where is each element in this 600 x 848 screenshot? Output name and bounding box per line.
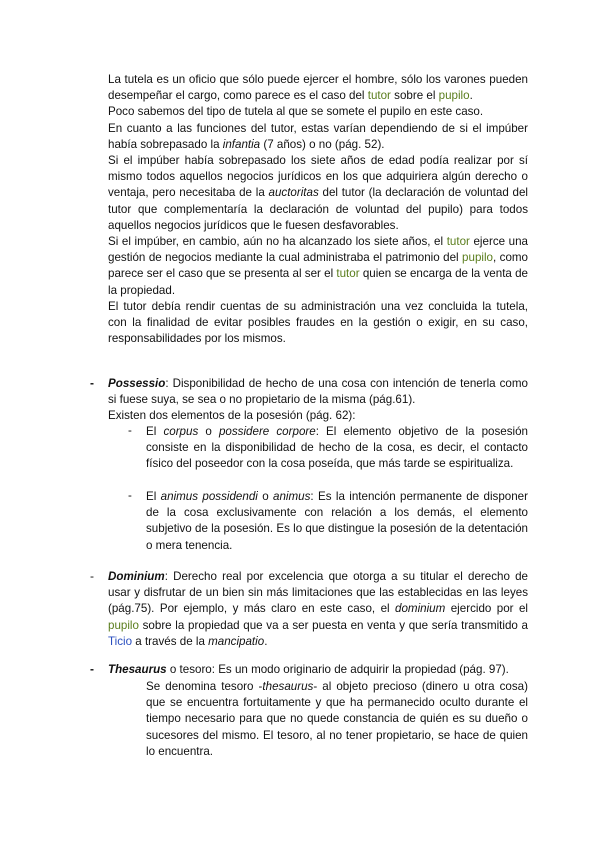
dominium-section bbox=[108, 569, 528, 650]
intro-paragraph-3: En cuanto a las funciones del tutor, estas varían dependiendo de si el impúber había sobrepasado la infantia (7 años) o no (pág. 52). bbox=[108, 121, 528, 151]
intro-paragraph-5: Si el impúber, en cambio, aún no ha alcanzado los siete años, el tutor ejerce una gestión de negocios mediante la cual administraba el patrimonio del pupilo, como parece ser el caso que se presenta al ser el tutor quien se encarga de la venta de la propiedad. bbox=[108, 235, 529, 297]
thesaurus-term: Thesaurus bbox=[108, 663, 167, 676]
intro-paragraph-6: El tutor debía rendir cuentas de su administración una vez concluida la tutela, con la finalidad de evitar posibles fraudes en la gestión o exigir, en su caso, responsabilidades por los mismos. bbox=[108, 299, 528, 346]
dominium-term: Dominium bbox=[108, 570, 165, 583]
ticio-term: Ticio bbox=[108, 634, 133, 648]
dominium-definition: Dominium: Derecho real por excelencia que otorga a su titular el derecho de usar y disfrutar de un bien sin más limitaciones que las establecidas en las leyes (pág.75). Por ejemplo, y más claro en este caso, el dominium ejercido por el pupilo sobre la propiedad que va a ser puesta en venta y que sería transmitido a Ticio a través de la mancipatio. bbox=[108, 570, 528, 648]
animus-bullet: - bbox=[128, 489, 132, 502]
tutor-term: tutor bbox=[367, 89, 391, 103]
possessio-bullet: - bbox=[90, 376, 94, 390]
intro-paragraph-4: Si el impúber había sobrepasado los siete años de edad podía realizar por sí mismo todos aquellos negocios jurídicos en los que adquiriera algún derecho o ventaja, pero necesitaba de la auctoritas del tutor (la declaración de voluntad del tutor que complementaría la declaración de voluntad del pupilo) para todos aquellos negocios jurídicos que le fuesen desfavorables. bbox=[108, 154, 528, 232]
intro-paragraph-2: Poco sabemos del tipo de tutela al que se somete el pupilo en este caso. bbox=[108, 105, 484, 119]
possessio-definition: Possessio: Disponibilidad de hecho de una cosa con intención de tenerla como si fuese suya, se sea o no propietario de la misma (pág.61). bbox=[108, 377, 528, 407]
animus-item: El animus possidendi o animus: Es la intención permanente de disponer de la cosa exclusivamente con relación a los demás, el elemento subjetivo de la posesión. Es lo que distingue la posesión de la detentación o mera tenencia. bbox=[146, 490, 528, 552]
intro-paragraph-1: La tutela es un oficio que sólo puede ejercer el hombre, sólo los varones pueden desempeñar el cargo, como parece es el caso del tutor sobre el pupilo. bbox=[108, 73, 528, 103]
possessio-section bbox=[108, 376, 528, 425]
thesaurus-definition: Thesaurus o tesoro: Es un modo originario de adquirir la propiedad (pág. 97). bbox=[108, 663, 509, 676]
possessio-intro: Existen dos elementos de la posesión (pág. 62): bbox=[108, 409, 356, 423]
corpus-bullet: - bbox=[128, 424, 132, 437]
intro-section bbox=[108, 72, 528, 347]
thesaurus-section bbox=[108, 662, 528, 678]
pupilo-term: pupilo bbox=[438, 89, 470, 103]
dominium-bullet: - bbox=[90, 569, 94, 583]
thesaurus-bullet: - bbox=[90, 662, 94, 676]
thesaurus-body: Se denomina tesoro -thesaurus- al objeto precioso (dinero u otra cosa) que se encuentra fortuitamente y que ha permanecido oculto durante el tiempo necesario para que no quede constancia de quién es su dueño o sucesores del mismo. El tesoro, al no tener propietario, se hace de quien lo encuentra. bbox=[146, 680, 528, 758]
possessio-term: Possessio bbox=[108, 377, 166, 390]
corpus-item: El corpus o possidere corpore: El elemento objetivo de la posesión consiste en la disponibilidad de hecho de la cosa, es decir, el contacto físico del poseedor con la cosa poseída, que más tarde se espiritualiza. bbox=[146, 425, 529, 471]
